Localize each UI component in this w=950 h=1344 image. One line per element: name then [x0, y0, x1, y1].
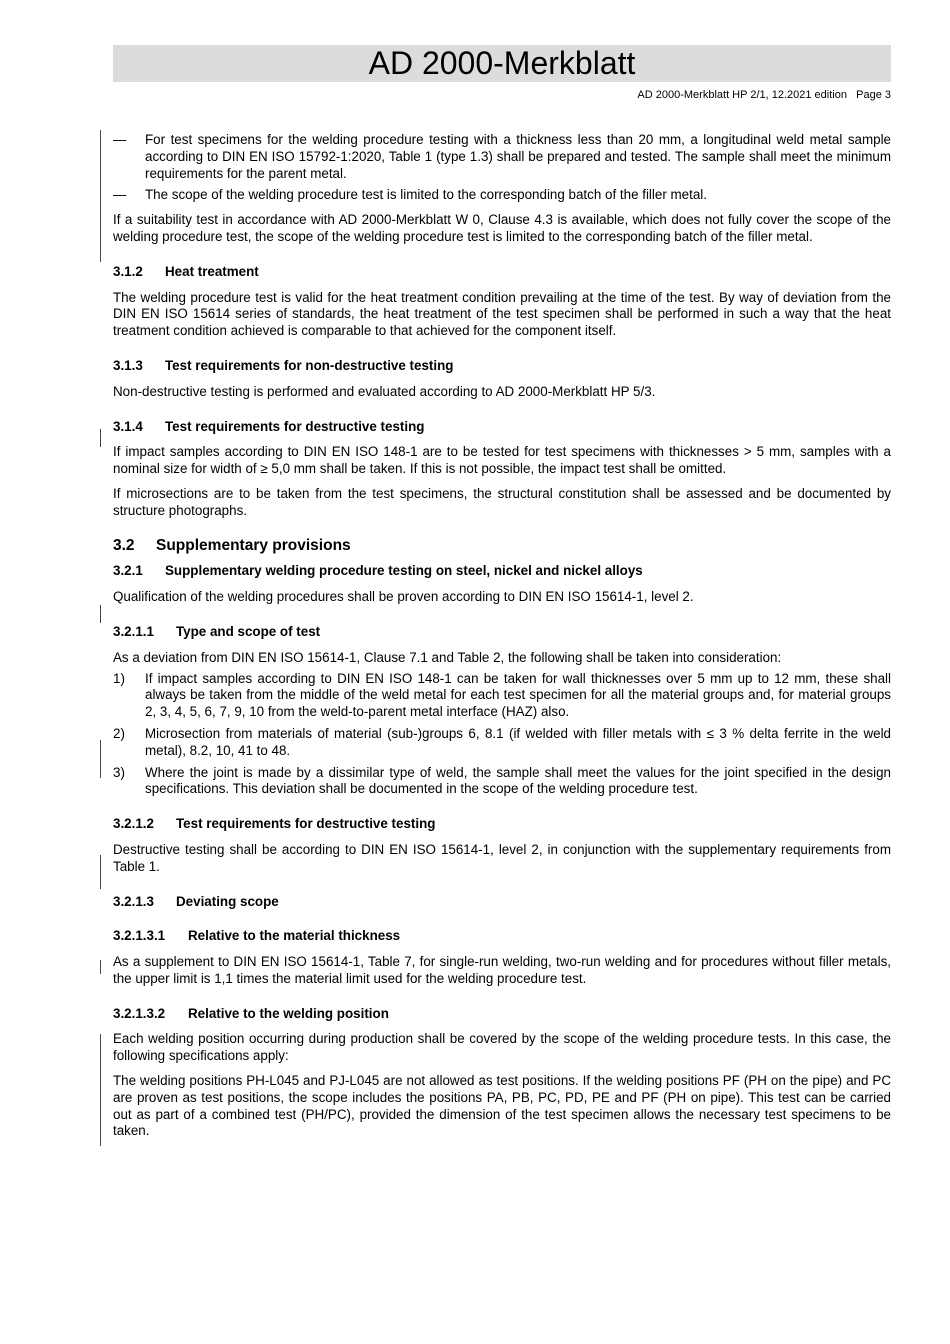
- section-title: Relative to the welding position: [188, 1005, 389, 1021]
- section-number: 3.2.1.3.2: [113, 1005, 166, 1021]
- section-title: Test requirements for destructive testing: [176, 816, 436, 832]
- list-item-text: If impact samples according to DIN EN ISO 148-1 can be taken for wall thicknesses over 5 mm up to 12 mm, these shall always be taken from the middle of the weld metal for each test specimen for all the material groups and, for material groups 2, 3, 4, 5, 6, 7, 9, 10 from the weld-to-parent metal interface (HAZ) also.: [145, 670, 891, 720]
- section-title: Supplementary provisions: [156, 536, 351, 554]
- list-item-text: The scope of the welding procedure test is limited to the corresponding batch of the filler metal.: [145, 187, 707, 203]
- paragraph: As a deviation from DIN EN ISO 15614-1, Clause 7.1 and Table 2, the following shall be taken into consideration:: [113, 649, 782, 665]
- section-number: 3.2.1.3.1: [113, 928, 166, 944]
- paragraph: If a suitability test in accordance with AD 2000-Merkblatt W 0, Clause 4.3 is available, which does not fully cover the scope of the welding procedure test, the scope of the welding procedure test is limited to the corresponding batch of the filler metal.: [113, 212, 891, 244]
- section-number: 3.2.1.3: [113, 893, 154, 909]
- list-number: 2): [113, 725, 125, 741]
- change-bar: [100, 740, 101, 778]
- list-item: [113, 671, 891, 721]
- section-heading: [113, 264, 891, 281]
- section-title: Heat treatment: [165, 263, 259, 279]
- section-heading: [113, 928, 891, 945]
- section-number: 3.2: [113, 536, 135, 554]
- section-heading: [113, 816, 891, 833]
- document-header: [113, 45, 891, 82]
- paragraph: Non-destructive testing is performed and evaluated according to AD 2000-Merkblatt HP 5/3.: [113, 383, 656, 399]
- section-title: Supplementary welding procedure testing on steel, nickel and nickel alloys: [165, 563, 643, 579]
- change-bar: [100, 130, 101, 262]
- section-title: Test requirements for destructive testing: [165, 418, 425, 434]
- change-bar: [100, 605, 101, 623]
- paragraph: Each welding position occurring during production shall be covered by the scope of the welding procedure tests. In this case, the following specifications apply:: [113, 1031, 891, 1064]
- list-item-text: Microsection from materials of material (sub-)groups 6, 8.1 (if welded with filler metals with ≤ 3 % delta ferrite in the weld metal), 8.2, 10, 41 to 48.: [145, 725, 891, 758]
- section-heading: [113, 419, 891, 436]
- change-bar: [100, 1034, 101, 1146]
- section-heading: [113, 1006, 891, 1023]
- document-title: AD 2000-Merkblatt: [368, 45, 636, 81]
- list-number: 1): [113, 670, 125, 686]
- section-heading: [113, 624, 891, 641]
- list-item: [113, 187, 891, 204]
- document-body: [113, 132, 891, 1148]
- section-number: 3.1.2: [113, 263, 143, 279]
- list-item-text: Where the joint is made by a dissimilar type of weld, the sample shall meet the values for the joint specified in the design specifications. This deviation shall be documented in the scope of the welding procedure test.: [145, 764, 891, 797]
- section-number: 3.2.1: [113, 563, 143, 579]
- edition-line: AD 2000-Merkblatt HP 2/1, 12.2021 edition Page 3: [637, 89, 891, 101]
- section-title: Relative to the material thickness: [188, 928, 401, 944]
- section-title: Deviating scope: [176, 893, 279, 909]
- paragraph: Destructive testing shall be according to DIN EN ISO 15614-1, level 2, in conjunction with the supplementary requirements from Table 1.: [113, 841, 891, 874]
- paragraph: Qualification of the welding procedures shall be proven according to DIN EN ISO 15614-1, level 2.: [113, 589, 694, 605]
- list-item: [113, 132, 891, 182]
- paragraph: As a supplement to DIN EN ISO 15614-1, Table 7, for single-run welding, two-run welding and for procedures without filler metals, the upper limit is 1,1 times the material limit used for the welding procedure test.: [113, 954, 891, 986]
- change-bar: [100, 855, 101, 889]
- section-title: Test requirements for non-destructive testing: [165, 357, 454, 373]
- section-heading: [113, 358, 891, 375]
- section-heading: [113, 563, 891, 580]
- paragraph: The welding procedure test is valid for the heat treatment condition prevailing at the time of the test. By way of deviation from the DIN EN ISO 15614 series of standards, the heat treatment of the test specimen shall be performed in such a way that the heat treatment condition achieved is comparable to that achieved for the component itself.: [113, 289, 891, 339]
- paragraph: The welding positions PH-L045 and PJ-L045 are not allowed as test positions. If the welding positions PF (PH on the pipe) and PC are proven as test positions, the scope includes the positions PA, PB, PC, PD, PE and PF (PH on pipe). This test can be carried out as part of a combined test (PH/PC), provided the dimension of the test specimen allows the necessary test specimens to be taken.: [113, 1073, 891, 1139]
- section-title: Type and scope of test: [176, 623, 321, 639]
- dash-mark: —: [113, 187, 127, 203]
- list-item-text: For test specimens for the welding procedure testing with a thickness less than 20 mm, a longitudinal weld metal sample according to DIN EN ISO 15792-1:2020, Table 1 (type 1.3) shall be prepared and tested. The sample shall meet the minimum requirements for the parent metal.: [145, 132, 891, 181]
- list-item: [113, 765, 891, 799]
- change-bar: [100, 960, 101, 974]
- paragraph: If microsections are to be taken from the test specimens, the structural constitution shall be assessed and be documented by structure photographs.: [113, 485, 891, 518]
- section-heading: [113, 538, 891, 555]
- section-number: 3.1.3: [113, 357, 143, 373]
- section-number: 3.2.1.1: [113, 623, 154, 639]
- section-heading: [113, 894, 891, 911]
- section-number: 3.2.1.2: [113, 816, 154, 832]
- paragraph: If impact samples according to DIN EN ISO 148-1 are to be tested for test specimens with thicknesses > 5 mm, samples with a nominal size for width of ≥ 5,0 mm shall be taken. If this is not possible, the impact test shall be omitted.: [113, 444, 891, 477]
- list-number: 3): [113, 764, 125, 780]
- section-number: 3.1.4: [113, 418, 143, 434]
- dash-mark: —: [113, 132, 127, 147]
- change-bar: [100, 429, 101, 447]
- list-item: [113, 726, 891, 760]
